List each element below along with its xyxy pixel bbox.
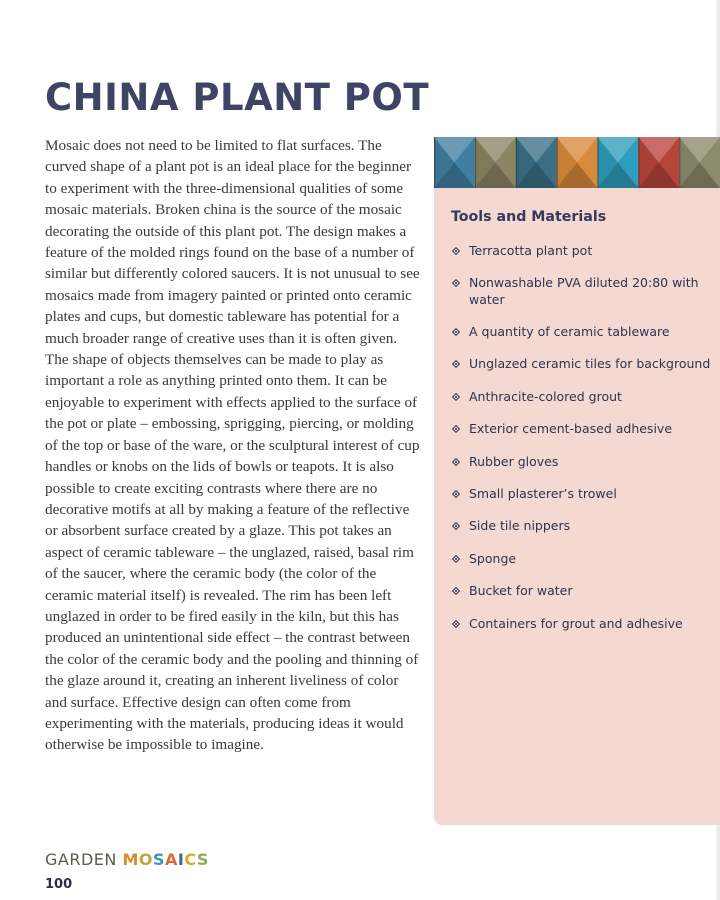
mosaic-tile: [557, 137, 598, 188]
tools-materials-sidebar: [434, 137, 720, 825]
diamond-outline-icon: [452, 247, 460, 255]
body-paragraph: Mosaic does not need to be limited to flat surfaces. The curved shape of a plant pot is an ideal place for the beginner to experiment with the three-dimensional qualities of some mosaic materials. Broken china is the source of the mosaic decorating the outside of this plant pot. The design makes a feature of the molded rings found on the base of a number of similar but differently colored saucers. It is not unusual to see mosaics made from imagery painted or printed onto ceramic plates and cups, but domestic tableware has potential for a much broader range of creative uses than it is often given. The shape of objects themselves can be made to play as important a role as anything printed onto them. It can be enjoyable to experiment with effects applied to the surface of the pot or plate – embossing, sprigging, piercing, or molding of the top or base of the ware, or the sculptural interest of cup handles or knobs on the lids of bowls or teapots. It is also possible to create exciting contrasts where there are no decorative motifs at all by making a feature of the reflective or absorbent surface created by a glaze. This pot takes an aspect of ceramic tableware – the unglazed, raised, basal rim of the saucer, where the ceramic body (the color of the ceramic material itself) is revealed. The rim has been left unglazed in order to be fired easily in the kiln, but this has produced an unintentional side effect – the contrast between the color of the ceramic body and the pooling and thinning of the glaze around it, creating an inherent liveliness of color and surface. Effective design can often come from experimenting with the materials, producing ideas it would otherwise be impossible to imagine.: [45, 137, 420, 754]
series-letter: A: [165, 850, 178, 869]
material-item: [451, 486, 713, 502]
material-item-label: Rubber gloves: [469, 453, 559, 469]
mosaic-tile: [679, 137, 720, 188]
material-item: [451, 243, 713, 259]
mosaic-tile: [638, 137, 679, 188]
sidebar-heading: Tools and Materials: [451, 209, 607, 225]
series-word-garden: GARDEN: [45, 850, 123, 869]
material-item: [451, 454, 713, 470]
material-item: [451, 616, 713, 632]
material-item: [451, 583, 713, 599]
diamond-outline-icon: [452, 620, 460, 628]
series-letter: S: [152, 850, 166, 869]
diamond-outline-icon: [452, 490, 460, 498]
material-item: [451, 275, 713, 307]
diamond-outline-icon: [452, 522, 460, 530]
material-item: [451, 421, 713, 437]
diamond-outline-icon: [452, 393, 460, 401]
material-item-label: Bucket for water: [469, 583, 573, 599]
diamond-outline-icon: [452, 425, 460, 433]
material-item-label: Terracotta plant pot: [469, 243, 593, 258]
diamond-outline-icon: [452, 279, 460, 287]
mosaic-tile: [475, 137, 516, 188]
mosaic-tile: [434, 137, 475, 188]
material-item: [451, 356, 713, 372]
material-item: [451, 551, 713, 567]
material-item: [451, 389, 713, 405]
material-item-label: A quantity of ceramic tableware: [469, 323, 670, 339]
series-letter: S: [196, 850, 209, 869]
series-letter: C: [184, 850, 197, 869]
book-series-title: [45, 850, 209, 869]
series-letter: O: [138, 850, 153, 869]
diamond-outline-icon: [452, 458, 460, 466]
material-item-label: Containers for grout and adhesive: [469, 615, 683, 631]
material-item-label: Nonwashable PVA diluted 20:80 with water: [469, 275, 699, 307]
material-item-label: Sponge: [469, 550, 517, 566]
diamond-outline-icon: [452, 587, 460, 595]
materials-list: [451, 243, 713, 648]
material-item: [451, 518, 713, 534]
material-item: [451, 324, 713, 340]
material-item-label: Side tile nippers: [469, 518, 571, 534]
series-letter: M: [122, 850, 139, 869]
series-letter: I: [177, 850, 185, 869]
mosaic-tile: [516, 137, 557, 188]
material-item-label: Unglazed ceramic tiles for background: [469, 356, 711, 372]
mosaic-tile: [597, 137, 638, 188]
page-number: 100: [45, 877, 73, 892]
material-item-label: Anthracite-colored grout: [469, 388, 622, 404]
page-title: CHINA PLANT POT: [45, 76, 430, 119]
series-word-mosaics: [122, 850, 208, 869]
mosaic-tile-strip: [434, 137, 720, 188]
material-item-label: Exterior cement-based adhesive: [469, 421, 673, 437]
diamond-outline-icon: [452, 328, 460, 336]
material-item-label: Small plasterer’s trowel: [469, 485, 617, 501]
diamond-outline-icon: [452, 360, 460, 368]
diamond-outline-icon: [452, 555, 460, 563]
